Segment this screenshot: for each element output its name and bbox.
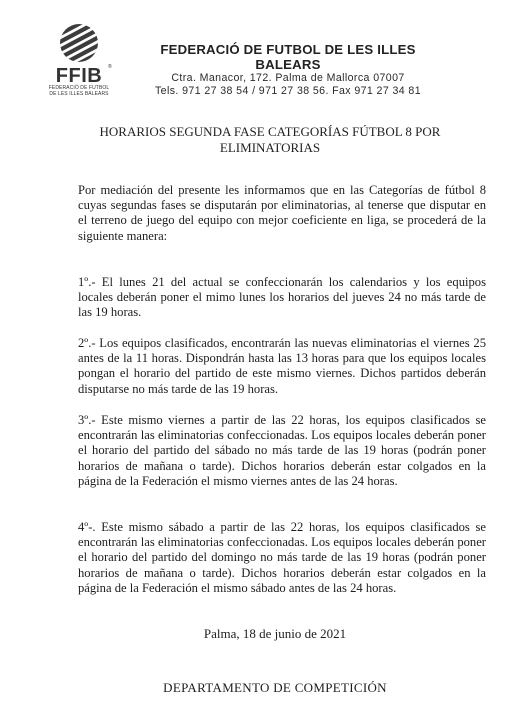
department-signature: DEPARTAMENTO DE COMPETICIÓN [163, 680, 387, 695]
organization-name: FEDERACIÓ DE FUTBOL DE LES ILLES BALEARS [160, 42, 416, 72]
ffib-emblem-icon [44, 22, 114, 86]
document-date: Palma, 18 de junio de 2021 [203, 626, 347, 641]
point-3-paragraph: 3º.- Este mismo viernes a partir de las 22 horas, los equipos clasificados se encontrarán las eliminatorias confeccionadas. Los equipos locales deberán poner el horario del partido del sábado no más tarde de las 19 horas (podrán poner horarios de mañana o tarde). Dichos horarios deberán estar colgados en la página de la Federación el mismo viernes antes de las 24 horas. [78, 413, 486, 488]
organization-address: Ctra. Manacor, 172. Palma de Mallorca 07007 [171, 72, 405, 84]
point-1-paragraph: 1º.- El lunes 21 del actual se confeccionarán los calendarios y los equipos locales deberán poner el mimo lunes los horarios del jueves 24 no más tarde de las 19 horas. [78, 275, 486, 320]
logo-subtitle-line-2: DE LES ILLES BALEARS [49, 90, 109, 97]
organization-phones: Tels. 971 27 38 54 / 971 27 38 56. Fax 971 27 34 81 [154, 84, 421, 97]
ffib-logo [44, 22, 114, 106]
logo-subtitle [44, 86, 114, 97]
letterhead [128, 42, 448, 97]
svg-text:®: ® [108, 64, 112, 70]
point-4-paragraph: 4º-. Este mismo sábado a partir de las 22 horas, los equipos clasificados se encontrarán las eliminatorias confeccionadas. Los equipos locales deberán poner el horario del partido del domingo no más tarde de las 19 horas (podrán poner horarios de mañana o tarde). Dichos horarios deberán estar colgados en la página de la Federación el mismo sábado antes de las 24 horas. [78, 520, 486, 595]
intro-paragraph: Por mediación del presente les informamos que en las Categorías de fútbol 8 cuyas segundas fases se disputarán por eliminatorias, al tenerse que disputar en el terreno de juego del equipo con mejor coeficiente en liga, se procederá de la siguiente manera: [78, 183, 486, 243]
point-2-paragraph: 2º.- Los equipos clasificados, encontrarán las nuevas eliminatorias el viernes 25 antes de la 11 horas. Dispondrán hasta las 13 horas para que los equipos locales pongan el horario del partido de este mismo viernes. Dichos partidos deberán disputarse no más tarde de las 19 horas. [78, 336, 486, 396]
logo-subtitle-line-1: FEDERACIÓ DE FUTBOL [48, 85, 110, 91]
document-title: HORARIOS SEGUNDA FASE CATEGORÍAS FÚTBOL 8 POR ELIMINATORIAS [99, 124, 441, 155]
logo-text: FFIB [55, 65, 103, 86]
